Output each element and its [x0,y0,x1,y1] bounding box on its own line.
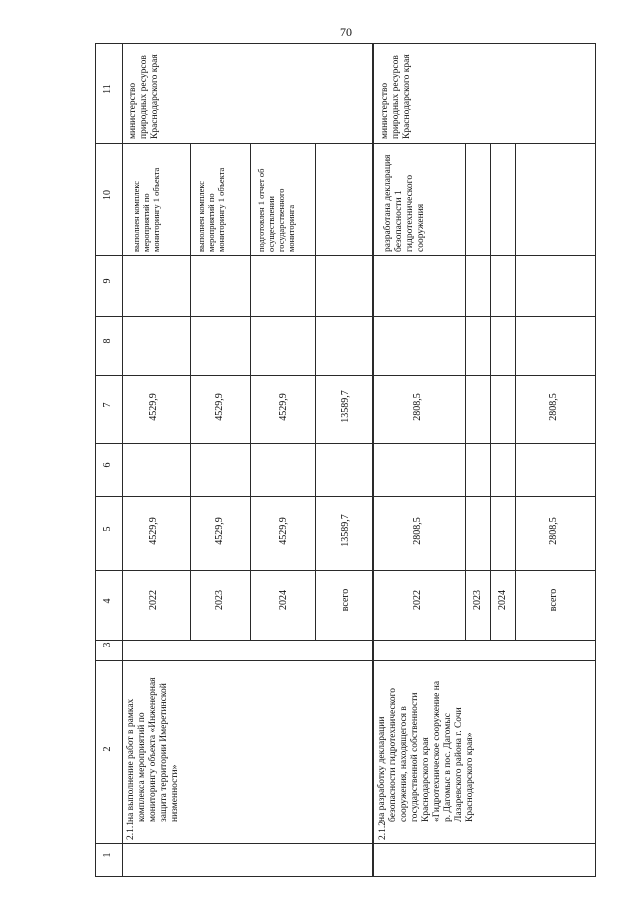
amount-col7: 2808,5 [548,393,559,421]
executor: министерство природных ресурсов Краснодарского края [380,54,412,139]
col-sep-7-8 [95,375,596,376]
result-text: подготовлен 1 отчет об осуществлении государственного мониторинга [256,168,296,252]
result-text: разработана декларация безопасности 1 гидротехнического сооружения [383,154,426,252]
subrow-divider [250,143,251,641]
col-header: 9 [102,278,113,284]
col-sep-2-3 [95,660,596,661]
col-sep-5-6 [95,496,596,497]
amount-col7: 2808,5 [412,393,423,421]
year-cell: 2023 [472,590,483,610]
year-cell: 2022 [412,590,423,610]
subrow-divider [490,143,491,641]
col-header: 4 [102,598,113,604]
col-sep-1-2 [95,843,596,844]
page-number: 70 [340,25,352,39]
subrow-divider [190,143,191,641]
col-header: 3 [102,642,113,648]
row-name: на разработку декларации безопасности гидротехнического сооружения, находящегося в государственной собственности Краснодарского края «Гидротехническое сооружение на р. Дагомыс в пос. Дагомыс Лазаревского района г. Сочи Краснодарского края» [377,680,475,822]
col-sep-3-4 [95,640,596,641]
col-header: 2 [102,746,113,752]
header-divider [122,43,123,877]
row-id: 2.1.2 [378,821,388,840]
row-id: 2.1.1 [126,821,136,840]
table-border-bottom [95,876,596,877]
year-cell: 2024 [497,590,508,610]
amount-col7: 4529,9 [214,393,225,421]
amount-total: 4529,9 [214,517,225,545]
col-header: 1 [102,852,113,858]
result-text: выполнен комплекс мероприятий по мониторингу 1 объекта [196,167,226,252]
row-divider-2.1.2 [372,43,374,877]
subrow-divider [465,143,466,641]
result-text: выполнен комплекс мероприятий по мониторингу 1 объекта [131,167,161,252]
year-cell: 2024 [278,590,289,610]
col-header: 5 [102,526,113,532]
col-sep-10-11 [95,143,596,144]
col-header: 6 [102,462,113,468]
amount-total: 4529,9 [148,517,159,545]
amount-total: 2808,5 [412,517,423,545]
table-border-top [95,43,596,44]
amount-total: 4529,9 [278,517,289,545]
year-cell: 2022 [148,590,159,610]
col-header: 11 [102,84,113,94]
col-header: 8 [102,338,113,344]
amount-col7: 4529,9 [148,393,159,421]
year-cell: всего [548,588,559,612]
amount-col7: 13589,7 [340,390,351,423]
subrow-divider [515,143,516,641]
col-sep-8-9 [95,316,596,317]
col-header: 7 [102,402,113,408]
executor: министерство природных ресурсов Краснодарского края [128,54,160,139]
col-sep-9-10 [95,255,596,256]
amount-col7: 4529,9 [278,393,289,421]
amount-total: 2808,5 [548,517,559,545]
col-sep-4-5 [95,570,596,571]
year-cell: 2023 [214,590,225,610]
amount-total: 13589,7 [340,514,351,547]
table-border-left [95,43,96,877]
col-header: 10 [102,190,113,200]
table-border-right [595,43,596,877]
year-cell: всего [340,588,351,612]
subrow-divider [315,143,316,641]
col-sep-6-7 [95,443,596,444]
row-name: на выполнение работ в рамках комплекса мероприятий по мониторингу объекта «Инженерная защита территории Имеретинской низменности» [126,677,180,822]
